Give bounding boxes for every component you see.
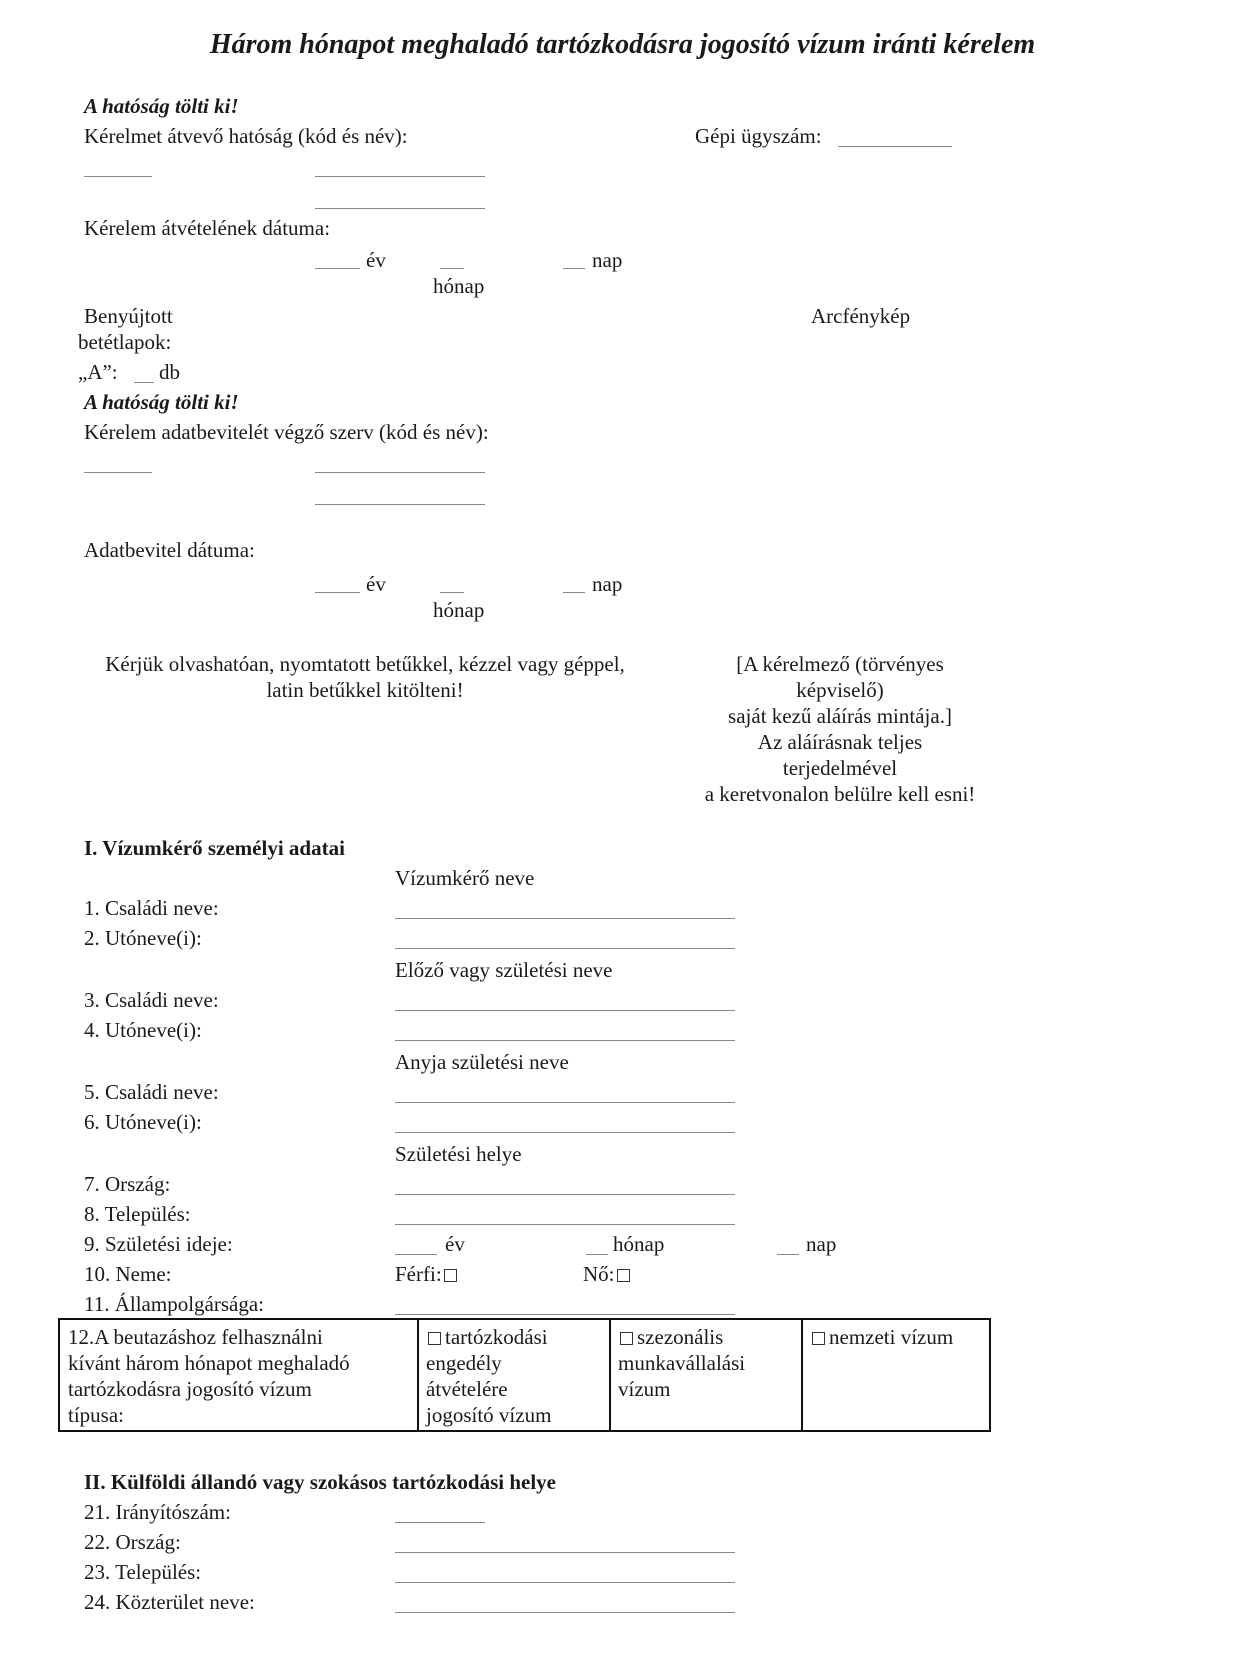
data-entry-authority-name-field-2[interactable] bbox=[315, 504, 485, 505]
residence-country-field[interactable] bbox=[395, 1552, 735, 1553]
case-number-field[interactable] bbox=[838, 146, 952, 147]
section-2-heading: II. Külföldi állandó vagy szokásos tartózkodási helye bbox=[84, 1470, 556, 1494]
table-divider bbox=[801, 1320, 803, 1430]
data-entry-day-field[interactable] bbox=[563, 592, 585, 593]
instructions-line-2: latin betűkkel kitölteni! bbox=[266, 678, 464, 702]
data-entry-year-label: év bbox=[366, 572, 386, 596]
option-label: nemzeti vízum bbox=[829, 1325, 954, 1349]
data-entry-month-field[interactable] bbox=[440, 592, 464, 593]
photo-label: Arcfénykép bbox=[811, 304, 911, 328]
residence-permit-checkbox[interactable] bbox=[428, 1332, 441, 1345]
previous-name-group-label: Előző vagy születési neve bbox=[395, 958, 613, 982]
attachments-a-label: „A”: bbox=[78, 360, 118, 384]
visa-type-label bbox=[68, 1324, 350, 1428]
field-11-label: 11. Állampolgársága: bbox=[84, 1292, 265, 1316]
field-22-label: 22. Ország: bbox=[84, 1530, 181, 1554]
authority-heading-2: A hatóság tölti ki! bbox=[84, 390, 239, 414]
field-6-label: 6. Utóneve(i): bbox=[84, 1110, 202, 1134]
field-10-label: 10. Neme: bbox=[84, 1262, 172, 1286]
data-entry-authority-label: Kérelem adatbevitelét végző szerv (kód és név): bbox=[84, 420, 489, 444]
receipt-date-label: Kérelem átvételének dátuma: bbox=[84, 216, 331, 240]
visa-option-national-visa[interactable] bbox=[810, 1324, 953, 1350]
mother-family-name-field[interactable] bbox=[395, 1102, 735, 1103]
field-24-label: 24. Közterület neve: bbox=[84, 1590, 255, 1614]
form-title: Három hónapot meghaladó tartózkodásra jogosító vízum iránti kérelem bbox=[209, 29, 1036, 60]
authority-heading: A hatóság tölti ki! bbox=[84, 94, 239, 118]
data-entry-authority-name-field[interactable] bbox=[315, 472, 485, 473]
receipt-day-field[interactable] bbox=[563, 268, 585, 269]
receiving-authority-code-field[interactable] bbox=[84, 176, 152, 177]
field-2-label: 2. Utóneve(i): bbox=[84, 926, 202, 950]
data-entry-day-label: nap bbox=[592, 572, 623, 596]
previous-given-names-field[interactable] bbox=[395, 1040, 735, 1041]
mother-given-names-field[interactable] bbox=[395, 1132, 735, 1133]
data-entry-authority-code-field[interactable] bbox=[84, 472, 152, 473]
option-label: jogosító vízum bbox=[426, 1403, 552, 1427]
nationality-field[interactable] bbox=[395, 1314, 735, 1315]
female-label: Nő: bbox=[583, 1262, 615, 1286]
birth-day-label: nap bbox=[806, 1232, 837, 1256]
field-4-label: 4. Utóneve(i): bbox=[84, 1018, 202, 1042]
table-divider bbox=[417, 1320, 419, 1430]
field-5-label: 5. Családi neve: bbox=[84, 1080, 219, 1104]
applicant-name-group-label: Vízumkérő neve bbox=[395, 866, 535, 890]
male-checkbox[interactable] bbox=[444, 1269, 457, 1282]
receipt-year-field[interactable] bbox=[315, 268, 360, 269]
receipt-month-field[interactable] bbox=[440, 268, 464, 269]
female-option[interactable] bbox=[583, 1262, 634, 1287]
female-checkbox[interactable] bbox=[617, 1269, 630, 1282]
receiving-authority-name-field[interactable] bbox=[315, 176, 485, 177]
receiving-authority-name-field-2[interactable] bbox=[315, 208, 485, 209]
signature-note-line-4: Az aláírásnak teljes bbox=[757, 730, 923, 754]
option-label: vízum bbox=[618, 1377, 671, 1401]
birth-month-label: hónap bbox=[613, 1232, 665, 1256]
data-entry-month-label: hónap bbox=[433, 598, 485, 622]
section-1-heading: I. Vízumkérő személyi adatai bbox=[84, 836, 345, 860]
option-label: átvételére bbox=[426, 1377, 508, 1401]
field-7-label: 7. Ország: bbox=[84, 1172, 171, 1196]
attachments-label-2: betétlapok: bbox=[78, 330, 172, 354]
field-8-label: 8. Település: bbox=[84, 1202, 191, 1226]
visa-type-table bbox=[58, 1318, 991, 1432]
visa-option-residence-permit[interactable] bbox=[426, 1324, 551, 1428]
field-21-label: 21. Irányítószám: bbox=[84, 1500, 231, 1524]
birth-year-label: év bbox=[445, 1232, 465, 1256]
signature-note-line-5: terjedelmével bbox=[782, 756, 898, 780]
national-visa-checkbox[interactable] bbox=[812, 1332, 825, 1345]
receiving-authority-label: Kérelmet átvevő hatóság (kód és név): bbox=[84, 124, 408, 148]
attachments-label: Benyújtott bbox=[84, 304, 173, 328]
field-9-label: 9. Születési ideje: bbox=[84, 1232, 233, 1256]
signature-note-line-2: képviselő) bbox=[796, 678, 884, 702]
option-label: tartózkodási bbox=[445, 1325, 548, 1349]
receipt-day-label: nap bbox=[592, 248, 623, 272]
birthplace-group-label: Születési helye bbox=[395, 1142, 522, 1166]
postal-code-field[interactable] bbox=[395, 1522, 485, 1523]
visa-type-label-line: tartózkodásra jogosító vízum bbox=[68, 1377, 312, 1401]
instructions-line-1: Kérjük olvashatóan, nyomtatott betűkkel, kézzel vagy géppel, bbox=[105, 652, 625, 676]
case-number-label: Gépi ügyszám: bbox=[695, 124, 822, 148]
birth-country-field[interactable] bbox=[395, 1194, 735, 1195]
mother-name-group-label: Anyja születési neve bbox=[395, 1050, 569, 1074]
receipt-year-label: év bbox=[366, 248, 386, 272]
male-option[interactable] bbox=[395, 1262, 461, 1287]
option-label: munkavállalási bbox=[618, 1351, 746, 1375]
data-entry-date-label: Adatbevitel dátuma: bbox=[84, 538, 255, 562]
field-23-label: 23. Település: bbox=[84, 1560, 202, 1584]
data-entry-year-field[interactable] bbox=[315, 592, 360, 593]
attachments-a-count-field[interactable] bbox=[134, 382, 154, 383]
residence-town-field[interactable] bbox=[395, 1582, 735, 1583]
visa-type-label-line: 12.A beutazáshoz felhasználni bbox=[68, 1325, 323, 1349]
visa-type-label-line: típusa: bbox=[68, 1403, 124, 1427]
visa-option-seasonal-work[interactable] bbox=[618, 1324, 745, 1402]
birth-month-field[interactable] bbox=[586, 1254, 608, 1255]
birth-town-field[interactable] bbox=[395, 1224, 735, 1225]
field-1-label: 1. Családi neve: bbox=[84, 896, 219, 920]
visa-type-label-line: kívánt három hónapot meghaladó bbox=[68, 1351, 350, 1375]
option-label: szezonális bbox=[637, 1325, 724, 1349]
option-label: engedély bbox=[426, 1351, 502, 1375]
field-3-label: 3. Családi neve: bbox=[84, 988, 219, 1012]
male-label: Férfi: bbox=[395, 1262, 442, 1286]
birth-day-field[interactable] bbox=[777, 1254, 799, 1255]
signature-note-line-3: saját kezű aláírás mintája.] bbox=[728, 704, 952, 728]
street-name-field[interactable] bbox=[395, 1612, 735, 1613]
signature-note-line-1: [A kérelmező (törvényes bbox=[736, 652, 944, 676]
given-names-field[interactable] bbox=[395, 948, 735, 949]
receipt-month-label: hónap bbox=[433, 274, 485, 298]
attachments-db-label: db bbox=[159, 360, 180, 384]
table-divider bbox=[609, 1320, 611, 1430]
seasonal-work-checkbox[interactable] bbox=[620, 1332, 633, 1345]
birth-year-field[interactable] bbox=[395, 1254, 437, 1255]
signature-note-line-6: a keretvonalon belülre kell esni! bbox=[704, 782, 976, 806]
family-name-field[interactable] bbox=[395, 918, 735, 919]
previous-family-name-field[interactable] bbox=[395, 1010, 735, 1011]
